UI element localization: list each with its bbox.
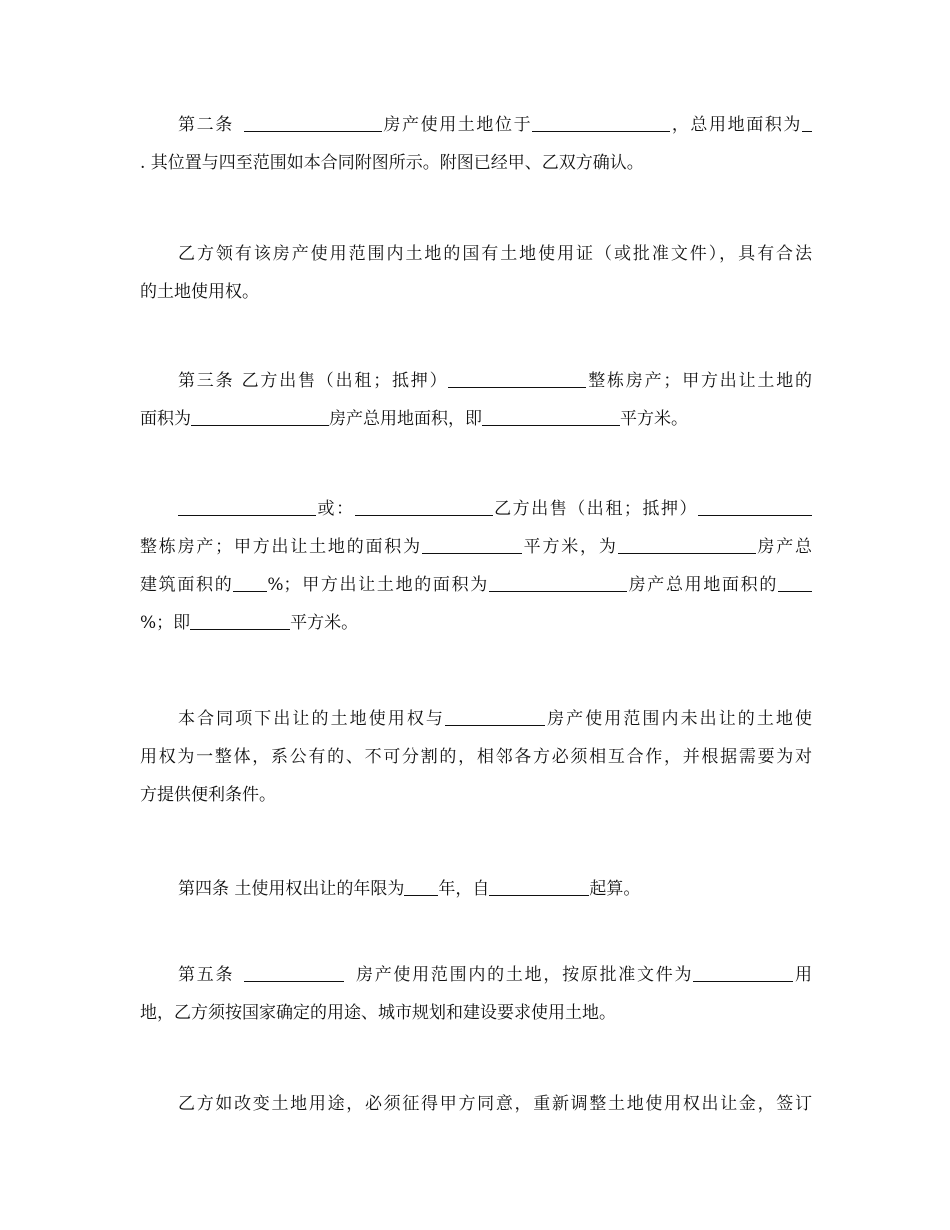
alternative-sale-paragraph: [140, 490, 812, 642]
article-3-paragraph: [140, 362, 812, 438]
fill-blank: [445, 705, 545, 726]
fill-blank: [802, 111, 812, 132]
fill-blank: [244, 961, 344, 982]
fill-blank: [532, 111, 670, 132]
text-line: [140, 604, 812, 642]
fill-blank: [191, 405, 329, 426]
article-number: 第五条: [178, 965, 235, 985]
text-segment: 房产总用地面积的: [626, 575, 779, 595]
fill-blank: [422, 533, 522, 554]
article-2-paragraph: [140, 106, 812, 182]
text-segment: 房产使用范围内未出让的土地使: [545, 709, 812, 729]
fill-blank: [778, 571, 812, 592]
fill-blank: [693, 961, 793, 982]
text-line: [140, 490, 812, 528]
text-line: 乙方领有该房产使用范围内土地的国有土地使用证（或批准文件），具有合法: [178, 244, 812, 264]
text-line: [140, 106, 812, 144]
text-line: [140, 700, 812, 738]
text-segment: 平方米，为: [521, 537, 618, 557]
fill-blank: [489, 571, 627, 592]
article-5-paragraph: [140, 956, 812, 1032]
fill-blank: [190, 609, 290, 630]
text-segment: 用: [793, 965, 813, 985]
fill-blank: [698, 495, 812, 516]
fill-blank: [244, 111, 382, 132]
text-segment: 年，自: [438, 879, 490, 899]
fill-blank: [618, 533, 756, 554]
text-line: . 其位置与四至范围如本合同附图所示。附图已经甲、乙双方确认。: [140, 153, 644, 173]
land-certificate-paragraph: [140, 235, 812, 311]
text-segment: 第三条 乙方出售（出租；抵押）: [178, 371, 449, 391]
fill-blank: [178, 495, 316, 516]
fill-blank: [233, 571, 267, 592]
text-line: 方提供便利条件。: [140, 785, 276, 805]
land-use-change-paragraph: [140, 1085, 812, 1123]
text-line: [140, 566, 812, 604]
text-segment: %；即: [140, 613, 191, 633]
fill-blank: [404, 875, 438, 896]
fill-blank: [355, 495, 493, 516]
text-segment: 房产总用地面积，即: [329, 409, 482, 429]
text-segment: 整栋房产；甲方出让土地的面积为: [140, 537, 422, 557]
article-4-paragraph: [140, 870, 812, 908]
text-segment: 整栋房产；甲方出让土地的: [586, 371, 813, 391]
text-segment: 平方米。: [290, 613, 359, 633]
article-number: 第二条: [178, 115, 234, 135]
text-segment: ，总用地面积为: [670, 115, 803, 135]
text-line: 乙方如改变土地用途，必须征得甲方同意，重新调整土地使用权出让金，签订: [178, 1094, 812, 1114]
text-segment: 或：: [316, 499, 355, 519]
text-segment: 平方米。: [620, 409, 688, 429]
land-use-integrity-paragraph: [140, 700, 812, 814]
text-line: 用权为一整体，系公有的、不可分割的，相邻各方必须相互合作，并根据需要为对: [140, 747, 812, 767]
text-line: [140, 870, 812, 908]
text-segment: 本合同项下出让的土地使用权与: [178, 709, 445, 729]
fill-blank: [448, 367, 586, 388]
text-line: [140, 400, 812, 438]
text-line: [140, 956, 812, 994]
text-segment: 乙方出售（出租；抵押）: [492, 499, 699, 519]
text-segment: 面积为: [140, 409, 191, 429]
text-line: 的土地使用权。: [140, 282, 259, 302]
text-segment: 房产总: [755, 537, 813, 557]
text-segment: 房产使用范围内的土地，按原批准文件为: [354, 965, 694, 985]
text-line: [140, 362, 812, 400]
text-segment: 第四条 土使用权出让的年限为: [178, 879, 405, 899]
text-segment: 房产使用土地位于: [381, 115, 533, 135]
fill-blank: [482, 405, 620, 426]
text-segment: 建筑面积的: [140, 575, 234, 595]
text-segment: 起算。: [589, 879, 641, 899]
text-line: [140, 528, 812, 566]
text-segment: %；甲方出让土地的面积为: [267, 575, 489, 595]
fill-blank: [489, 875, 589, 896]
text-line: 地，乙方须按国家确定的用途、城市规划和建设要求使用土地。: [140, 1003, 616, 1023]
